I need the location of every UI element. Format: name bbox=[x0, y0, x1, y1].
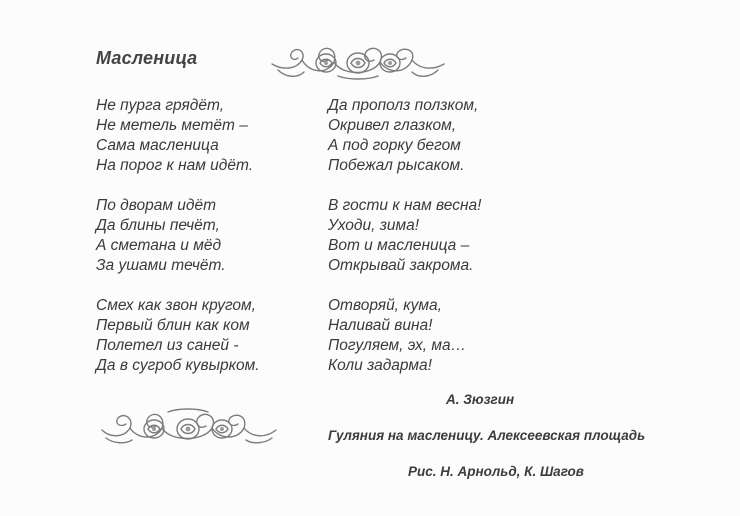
poem-line: А под горку бегом bbox=[328, 137, 461, 154]
floral-ornament-top-icon bbox=[268, 40, 448, 82]
illustration-credit: Рис. Н. Арнольд, К. Шагов bbox=[408, 464, 584, 479]
poem-line: В гости к нам весна! bbox=[328, 197, 482, 214]
stanza bbox=[96, 96, 260, 176]
poem-line: Сама масленица bbox=[96, 137, 219, 154]
poem-line: Отворяй, кума, bbox=[328, 297, 442, 314]
stanza bbox=[96, 296, 260, 376]
poem-right-column bbox=[328, 96, 481, 376]
poem-line: Не метель метёт – bbox=[96, 117, 248, 134]
poem-line: Не пурга грядёт, bbox=[96, 97, 225, 114]
poem-line: Погуляем, эх, ма… bbox=[328, 337, 467, 354]
poem-line: По дворам идёт bbox=[96, 197, 216, 214]
illustration-caption: Гуляния на масленицу. Алексеевская площадь bbox=[328, 428, 646, 443]
poem-line: Коли задарма! bbox=[328, 357, 432, 374]
stanza bbox=[328, 296, 481, 376]
poem-line: Полетел из саней - bbox=[96, 337, 239, 354]
stanza bbox=[328, 96, 481, 176]
poem-line: Да в сугроб кувырком. bbox=[96, 357, 260, 374]
poem-line: А сметана и мёд bbox=[96, 237, 222, 254]
poem-left-column bbox=[96, 96, 260, 376]
poem-line: Окривел глазком, bbox=[328, 117, 457, 134]
poem-title: Масленица bbox=[96, 48, 198, 68]
poem-line: Да блины печёт, bbox=[96, 217, 220, 234]
poem-line: За ушами течёт. bbox=[96, 257, 226, 274]
floral-ornament-bottom-icon bbox=[98, 404, 280, 446]
poem-author: А. Зюзгин bbox=[446, 392, 515, 407]
poem-line: Наливай вина! bbox=[328, 317, 433, 334]
poem-line: Смех как звон кругом, bbox=[96, 297, 256, 314]
poem-line: Побежал рысаком. bbox=[328, 157, 465, 174]
poem-line: Вот и масленица – bbox=[328, 237, 470, 254]
poem-line: Уходи, зима! bbox=[328, 217, 420, 234]
stanza bbox=[96, 196, 260, 276]
stanza bbox=[328, 196, 481, 276]
poem-line: Да прополз ползком, bbox=[328, 97, 479, 114]
poem-line: Открывай закрома. bbox=[328, 257, 474, 274]
poem-line: На порог к нам идёт. bbox=[96, 157, 254, 174]
poem-line: Первый блин как ком bbox=[96, 317, 250, 334]
